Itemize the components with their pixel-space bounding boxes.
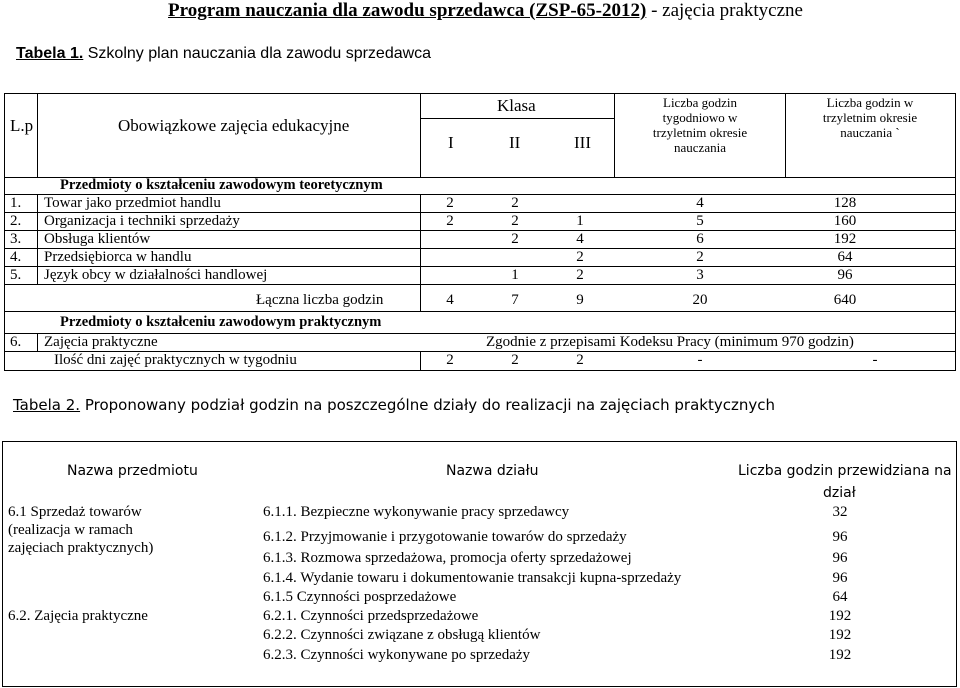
section-hours: 192 xyxy=(828,647,852,663)
t1-vline xyxy=(785,93,786,177)
subject-line: zajęciach praktycznych) xyxy=(8,540,154,556)
cell-II: 2 xyxy=(511,231,519,247)
cell-total: 192 xyxy=(833,231,857,247)
cell-lp: 1. xyxy=(10,195,22,211)
cell-weekly: 5 xyxy=(696,213,704,229)
t1-hline xyxy=(420,118,614,119)
t1-header-lp: L.p xyxy=(10,116,34,135)
subject-line: 6.1 Sprzedaż towarów xyxy=(8,504,142,520)
t2-header-hours-1: Liczba godzin przewidziana na xyxy=(738,463,952,479)
table1-caption-text: Szkolny plan nauczania dla zawodu sprzedawca xyxy=(83,45,432,62)
t2-top-border xyxy=(2,441,957,442)
t1-vline xyxy=(420,351,421,371)
days-II: 2 xyxy=(511,352,519,368)
cell-II: 1 xyxy=(511,267,519,283)
t1-header-klasa: Klasa xyxy=(497,96,536,115)
cell-lp: 5. xyxy=(10,267,22,283)
t1-header-subjects: Obowiązkowe zajęcia edukacyjne xyxy=(118,116,350,135)
section-hours: 192 xyxy=(828,608,852,624)
cell-III: 1 xyxy=(576,213,584,229)
subject-line: 6.2. Zajęcia praktyczne xyxy=(8,608,148,624)
section-name: 6.1.3. Rozmowa sprzedażowa, promocja oferty sprzedażowej xyxy=(263,550,632,566)
cell-total: 160 xyxy=(833,213,857,229)
subject-line: (realizacja w ramach xyxy=(8,522,133,538)
t1-header-total: Liczba godzin w trzyletnim okresie nauczania ` xyxy=(822,95,918,140)
t2-header-subject: Nazwa przedmiotu xyxy=(67,463,198,479)
cell-weekly: 2 xyxy=(696,249,704,265)
t2-bottom-border xyxy=(2,686,957,687)
title-main: Program nauczania dla zawodu sprzedawca (ZSP-65-2012) xyxy=(168,0,647,21)
t1-vline xyxy=(420,194,421,311)
cell-total: 128 xyxy=(833,195,857,211)
cell-II: 2 xyxy=(511,195,519,211)
t1-hline xyxy=(4,311,956,312)
t1-hline xyxy=(4,284,956,285)
cell-II: 2 xyxy=(511,213,519,229)
cell-III: 2 xyxy=(576,267,584,283)
section-name: 6.2.3. Czynności wykonywane po sprzedaży xyxy=(263,647,531,663)
cell-lp: 6. xyxy=(10,334,22,350)
section-name: 6.1.2. Przyjmowanie i przygotowanie towarów do sprzedaży xyxy=(263,529,627,545)
cell-lp: 3. xyxy=(10,231,22,247)
cell-III: 4 xyxy=(576,231,584,247)
cell-name: Obsługa klientów xyxy=(44,231,151,247)
t1-vline xyxy=(420,93,421,177)
cell-weekly: 3 xyxy=(696,267,704,283)
t1-right-border xyxy=(955,93,956,371)
cell-name: Przedsiębiorca w handlu xyxy=(44,249,192,265)
section-hours: 32 xyxy=(832,504,848,520)
t1-vline xyxy=(614,93,615,177)
section-hours: 192 xyxy=(828,627,852,643)
sum-label: Łączna liczba godzin xyxy=(256,292,384,308)
table1-caption xyxy=(16,45,431,63)
section-hours: 96 xyxy=(832,529,848,545)
table2-caption-text: Proponowany podział godzin na poszczególne działy do realizacji na zajęciach praktycznych xyxy=(80,396,775,414)
document-title xyxy=(168,0,803,22)
t1-header-class-II: II xyxy=(509,133,521,152)
cell-name: Zajęcia praktyczne xyxy=(44,334,158,350)
sum-total: 640 xyxy=(833,292,857,308)
cell-name: Język obcy w działalności handlowej xyxy=(44,267,268,283)
sum-II: 7 xyxy=(511,292,519,308)
t1-header-class-I: I xyxy=(448,133,454,152)
days-III: 2 xyxy=(576,352,584,368)
sum-I: 4 xyxy=(446,292,454,308)
title-suffix: - zajęcia praktyczne xyxy=(646,0,803,21)
t2-left-border xyxy=(2,441,3,687)
cell-total: 64 xyxy=(837,249,853,265)
sum-weekly: 20 xyxy=(692,292,708,308)
days-I: 2 xyxy=(446,352,454,368)
days-total: - xyxy=(872,352,878,368)
table2-caption-label: Tabela 2. xyxy=(13,396,81,414)
cell-name: Organizacja i techniki sprzedaży xyxy=(44,213,240,229)
section-name: 6.2.1. Czynności przedsprzedażowe xyxy=(263,608,479,624)
section-name: 6.1.4. Wydanie towaru i dokumentowanie transakcji kupna-sprzedaży xyxy=(263,570,682,586)
t2-right-border xyxy=(956,441,957,687)
section-name: 6.2.2. Czynności związane z obsługą klientów xyxy=(263,627,541,643)
cell-I: 2 xyxy=(446,213,454,229)
t2-header-hours-2: dział xyxy=(823,485,856,501)
table1-caption-label: Tabela 1. xyxy=(16,45,84,62)
t1-section-practice: Przedmioty o kształceniu zawodowym praktycznym xyxy=(60,314,382,330)
cell-weekly: 4 xyxy=(696,195,704,211)
cell-name: Towar jako przedmiot handlu xyxy=(44,195,221,211)
cell-lp: 2. xyxy=(10,213,22,229)
cell-I: 2 xyxy=(446,195,454,211)
section-hours: 96 xyxy=(832,550,848,566)
t1-vline xyxy=(37,93,38,177)
table2-caption xyxy=(13,396,775,414)
cell-III: 2 xyxy=(576,249,584,265)
section-hours: 64 xyxy=(832,589,848,605)
cell-weekly: 6 xyxy=(696,231,704,247)
t1-vline xyxy=(37,194,38,284)
section-hours: 96 xyxy=(832,570,848,586)
t1-bottom-border xyxy=(4,370,956,371)
t1-section-theory: Przedmioty o kształceniu zawodowym teoretycznym xyxy=(60,177,383,193)
cell-note: Zgodnie z przepisami Kodeksu Pracy (minimum 970 godzin) xyxy=(486,334,854,350)
section-name: 6.1.1. Bezpieczne wykonywanie pracy sprzedawcy xyxy=(263,504,570,520)
sum-III: 9 xyxy=(576,292,584,308)
t1-left-border xyxy=(4,93,5,371)
t1-header-weekly: Liczba godzin tygodniowo w trzyletnim okresie nauczania xyxy=(652,95,748,155)
cell-total: 96 xyxy=(837,267,853,283)
days-label: Ilość dni zajęć praktycznych w tygodniu xyxy=(54,352,297,368)
t1-vline xyxy=(37,333,38,351)
t1-top-border xyxy=(4,93,956,94)
section-name: 6.1.5 Czynności posprzedażowe xyxy=(263,589,457,605)
cell-lp: 4. xyxy=(10,249,22,265)
t2-header-section: Nazwa działu xyxy=(446,463,539,479)
t1-header-class-III: III xyxy=(574,133,591,152)
days-weekly: - xyxy=(697,352,703,368)
